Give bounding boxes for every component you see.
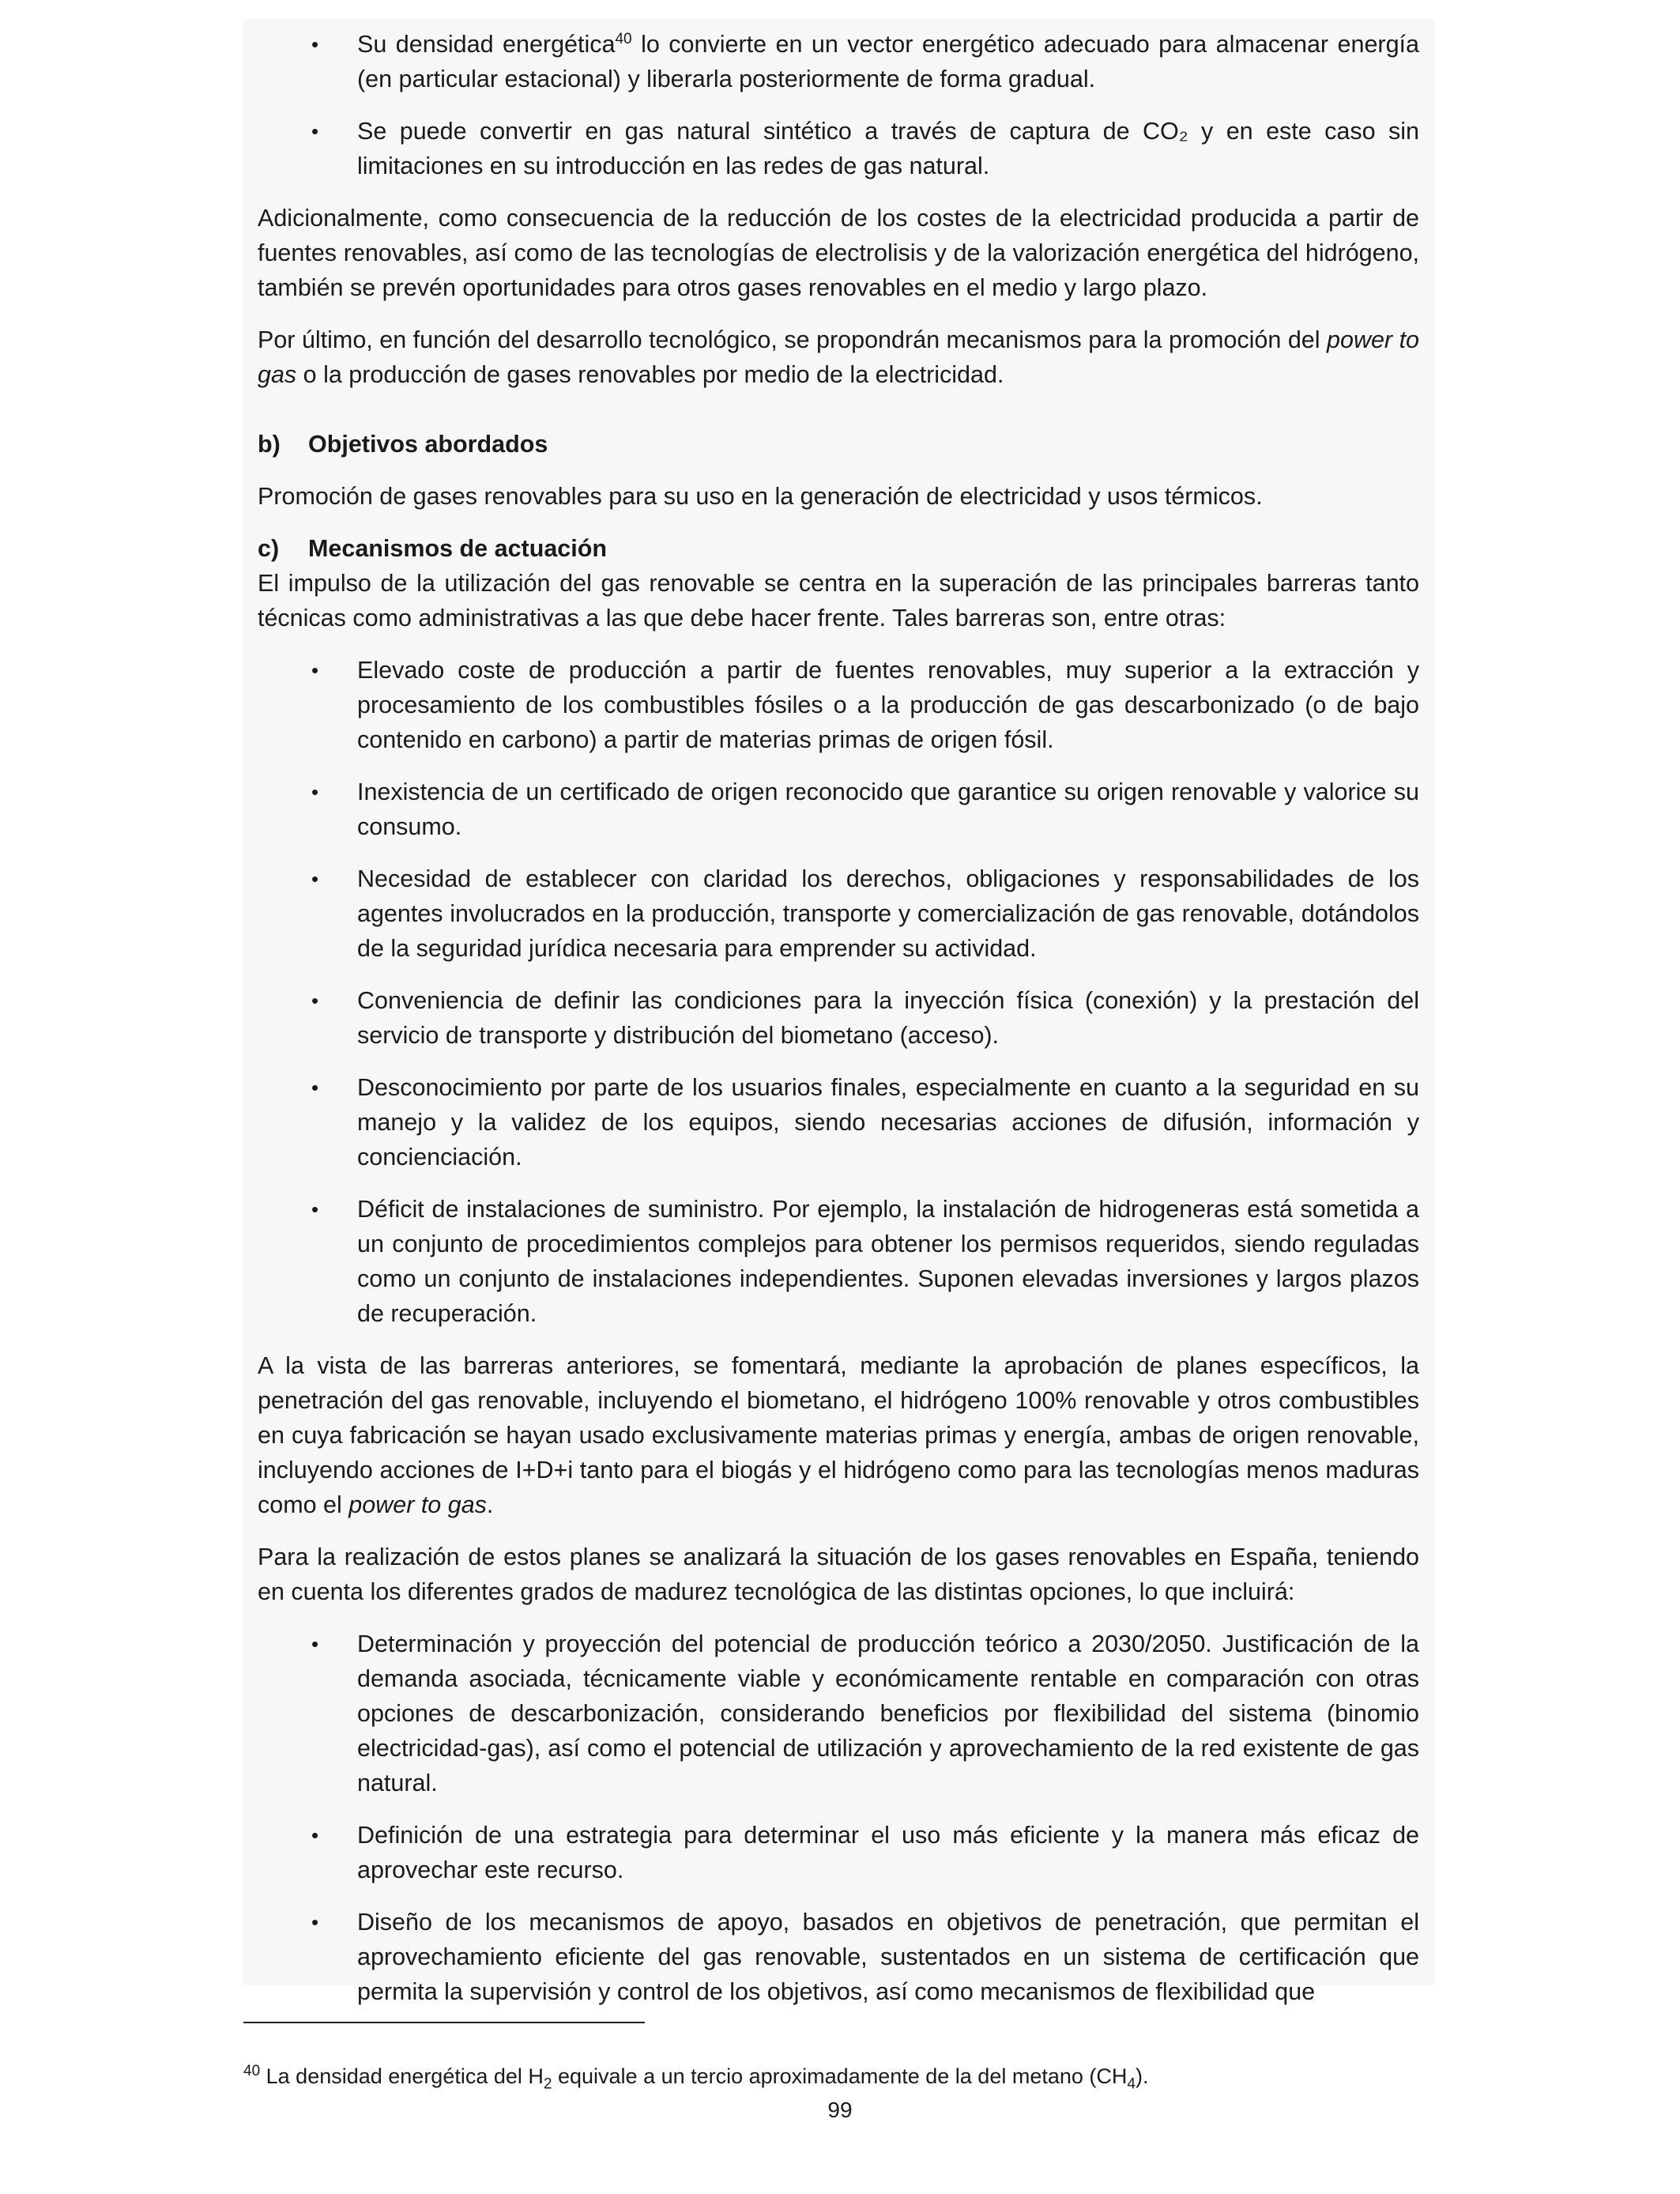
section-heading-b: b) Objetivos abordados bbox=[258, 431, 548, 458]
section-heading-c: c) Mecanismos de actuación bbox=[258, 535, 607, 562]
bullet-list-planes bbox=[258, 1627, 1419, 2009]
list-item: • Su densidad energética$^{40}$ lo convierte en un vector energético adecuado para almacenar energía (en particular estacional) y liberarla posteriormente de forma gradual. bbox=[258, 27, 1419, 96]
bullet-icon: • bbox=[311, 1910, 319, 1934]
bullet-icon: • bbox=[311, 1632, 319, 1656]
spacer bbox=[258, 462, 1419, 479]
list-item: • Elevado coste de producción a partir de fuentes renovables, muy superior a la extracción y procesamiento de los combustibles fósiles o a la producción de gas descarbonizado (o de bajo contenido en carbono) a partir de materias primas de origen fósil. bbox=[258, 653, 1419, 757]
bullet-icon: • bbox=[311, 989, 319, 1012]
paragraph-adicionalmente: Adicionalmente, como consecuencia de la reducción de los costes de la electricidad producida a partir de fuentes renovables, así como de las tecnologías de electrolisis y de la valorización energética del hidrógeno, también se prevén oportunidades para otros gases renovables en el medio y largo plazo. bbox=[258, 205, 1419, 301]
paragraph-por-ultimo: Por último, en función del desarrollo tecnológico, se propondrán mecanismos para la promoción del power to gas o la producción de gases renovables por medio de la electricidad. bbox=[258, 326, 1420, 388]
page-body bbox=[258, 27, 1420, 2005]
bullet-icon: • bbox=[311, 780, 319, 804]
section-c-text: El impulso de la utilización del gas renovable se centra en la superación de las principales barreras tanto técnicas como administrativas a las que debe hacer frente. Tales barreras son, entre otras: bbox=[258, 570, 1419, 631]
list-item: • Necesidad de establecer con claridad los derechos, obligaciones y responsabilidades de los agentes involucrados en la producción, transporte y comercialización de gas renovable, dotándolos de la seguridad jurídica necesaria para emprender su actividad. bbox=[258, 861, 1419, 966]
paragraph-a-la-vista: A la vista de las barreras anteriores, se fomentará, mediante la aprobación de planes específicos, la penetración del gas renovable, incluyendo el biometano, el hidrógeno 100% renovable y otros combustibles en cuya fabricación se hayan usado exclusivamente materias primas y energía, ambas de origen renovable, incluyendo acciones de I+D+i tanto para el biogás y el hidrógeno como para las tecnologías menos maduras como el power to gas. bbox=[258, 1352, 1419, 1518]
list-item: • Determinación y proyección del potencial de producción teórico a 2030/2050. Justificación de la demanda asociada, técnicamente viable y económicamente rentable en comparación con otras opciones de descarbonización, considerando beneficios por flexibilidad del sistema (binomio electricidad-gas), así como el potencial de utilización y aprovechamiento de la red existente de gas natural. bbox=[258, 1627, 1419, 1800]
list-item: • Inexistencia de un certificado de origen reconocido que garantice su origen renovable y valorice su consumo. bbox=[258, 775, 1419, 844]
footnote-divider bbox=[243, 2022, 645, 2023]
footnote: $^{40}$ La densidad energética del $H_2$ equivale a un tercio aproximadamente de la del metano $(CH_4)$. bbox=[243, 2063, 1149, 2093]
footnote-number: 40 bbox=[243, 2063, 261, 2079]
list-item: • Definición de una estrategia para determinar el uso más eficiente y la manera más eficaz de aprovechar este recurso. bbox=[258, 1818, 1419, 1887]
bullet-icon: • bbox=[311, 658, 319, 682]
section-b-text: Promoción de gases renovables para su uso en la generación de electricidad y usos térmicos. bbox=[258, 483, 1263, 510]
bullet-list-top bbox=[258, 27, 1419, 183]
bullet-icon: • bbox=[311, 1197, 319, 1221]
page-number: 99 bbox=[827, 2098, 853, 2122]
footnote-ref[interactable]: 40 bbox=[615, 30, 632, 47]
list-item: • Conveniencia de definir las condiciones para la inyección física (conexión) y la prestación del servicio de transporte y distribución del biometano (acceso). bbox=[258, 983, 1419, 1053]
bullet-icon: • bbox=[311, 1823, 319, 1847]
bullet-list-barreras bbox=[258, 653, 1419, 1331]
list-item: • Diseño de los mecanismos de apoyo, basados en objetivos de penetración, que permitan el aprovechamiento eficiente del gas renovable, sustentados en un sistema de certificación que permita la supervisión y control de los objetivos, así como mecanismos de flexibilidad que bbox=[258, 1905, 1419, 2009]
spacer bbox=[258, 409, 1419, 427]
paragraph-realizacion: Para la realización de estos planes se analizará la situación de los gases renovables en España, teniendo en cuenta los diferentes grados de madurez tecnológica de las distintas opciones, lo que incluirá: bbox=[258, 1544, 1419, 1605]
bullet-icon: • bbox=[311, 867, 319, 891]
bullet-icon: • bbox=[311, 32, 319, 56]
bullet-icon: • bbox=[311, 1076, 319, 1099]
list-item: • Déficit de instalaciones de suministro. Por ejemplo, la instalación de hidrogeneras está sometida a un conjunto de procedimientos complejos para obtener los permisos requeridos, siendo reguladas como un conjunto de instalaciones independientes. Suponen elevadas inversiones y largos plazos de recuperación. bbox=[258, 1192, 1419, 1331]
list-item: • Desconocimiento por parte de los usuarios finales, especialmente en cuanto a la seguridad en su manejo y la validez de los equipos, siendo necesarias acciones de difusión, información y concienciación. bbox=[258, 1070, 1419, 1174]
list-item: • Se puede convertir en gas natural sintético a través de captura de CO₂ y en este caso sin limitaciones en su introducción en las redes de gas natural. bbox=[258, 114, 1419, 183]
bullet-icon: • bbox=[311, 119, 319, 143]
